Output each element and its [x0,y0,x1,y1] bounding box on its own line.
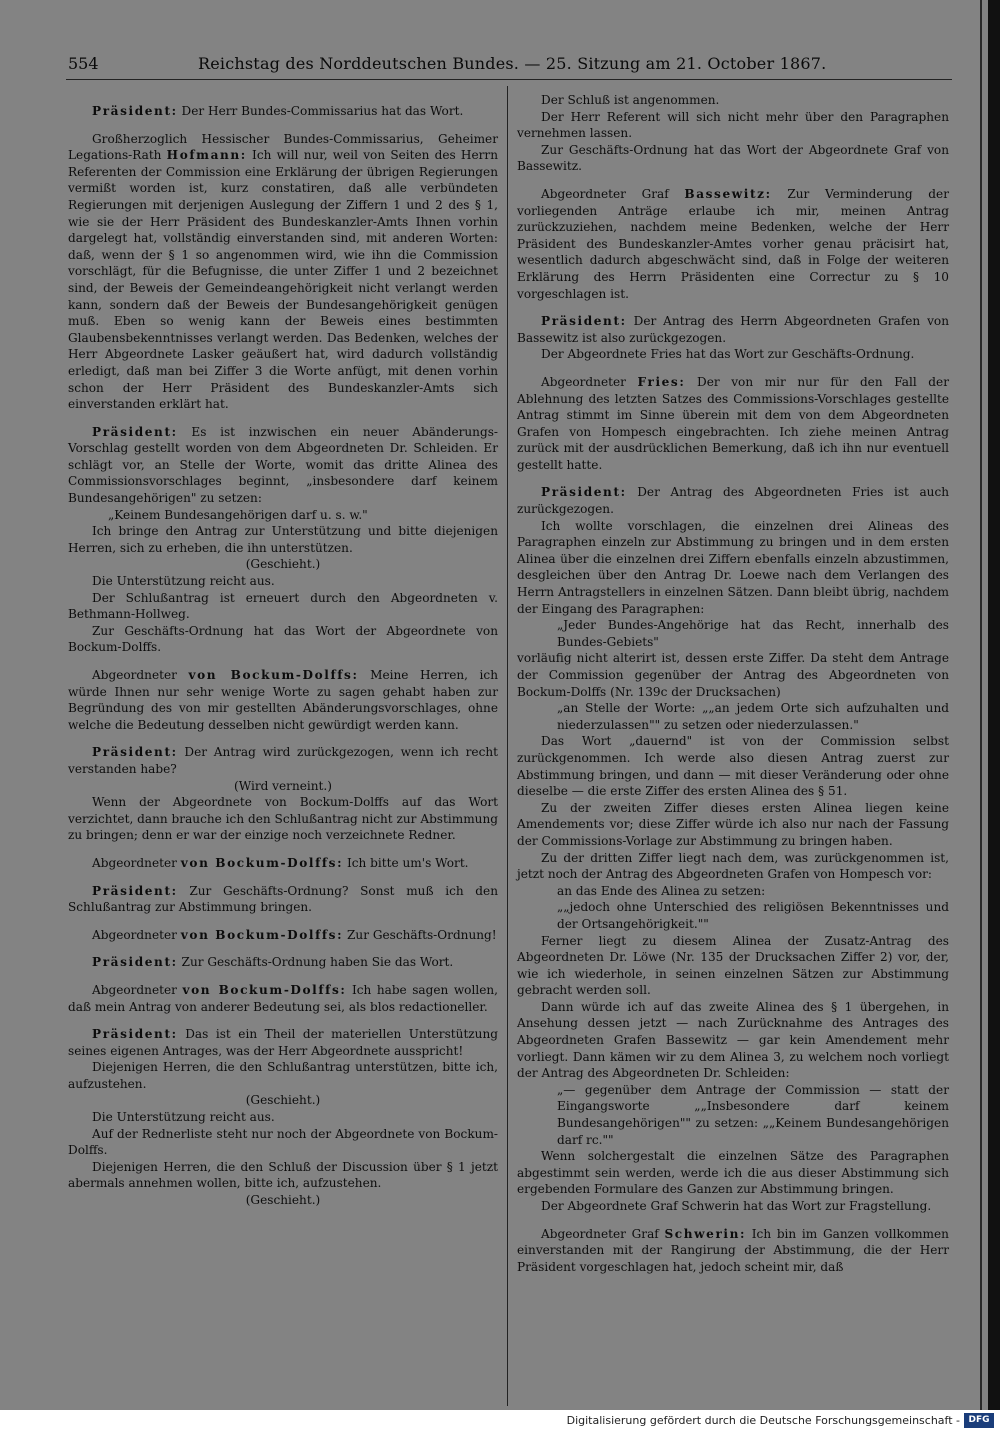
speech-paragraph [68,131,498,413]
page-number: 554 [68,54,99,73]
speech-paragraph [517,484,949,517]
speech-paragraph [68,744,498,777]
paragraph [517,800,949,850]
speech-paragraph [68,883,498,916]
stage-direction-text: (Geschieht.) [245,1093,321,1108]
speech-text: Ich habe sagen wollen, daß mein Antrag von anderer Bedeutung sei, als blos redactioneller. [68,982,498,1014]
quoted-text [517,883,949,900]
speaker-name: Präsident: [92,745,178,760]
speech-paragraph [68,103,498,120]
paragraph-text: Das Wort „dauernd" ist von der Commission selbst zurückgenommen. Ich werde also diesen Antrag zuerst zur Abstimmung bringen, und dann — mit dieser Veränderung oder ohne dieselbe — die erste Ziffer des ersten Alinea des § 51. [517,734,949,799]
speaker-name: Schwerin: [664,1226,747,1241]
speech-text: Das ist ein Theil der materiellen Unterstützung seines eigenen Antrages, was der Herr Abgeordnete ausspricht! [68,1027,498,1058]
speaker-name: Bassewitz: [684,186,772,201]
stage-direction [68,1192,498,1209]
speech-paragraph [517,1226,949,1276]
paragraph [68,590,498,623]
paragraph [517,346,949,363]
paragraph-text: Zur Geschäfts-Ordnung hat das Wort der Abgeordnete von Bockum-Dolffs. [68,623,498,655]
paragraph-text: Diejenigen Herren, die den Schlußantrag unterstützen, bitte ich, aufzustehen. [68,1060,498,1091]
speech-text: Es ist inzwischen ein neuer Abänderungs-Vorschlag gestellt worden von dem Abgeordneten Dr. Schleiden. Er schlägt vor, an Stelle der Worte, womit das dritte Alinea des Commissionsvorschlages beginnt, „insbesondere darf keinem Bundesangehörigen" zu setzen: [68,424,498,506]
speaker-name: Fries: [637,374,686,389]
speaker-name: Präsident: [541,314,627,329]
quote-text: „„jedoch ohne Unterschied des religiösen Bekenntnisses und der Ortsangehörigkeit."" [557,900,949,931]
footer-bar [0,1410,1000,1432]
speech-paragraph [517,186,949,302]
paragraph-text: Wenn der Abgeordnete von Bockum-Dolffs auf das Wort verzichtet, dann brauche ich den Schlußantrag nicht zur Abstimmung zu bringen; denn er war der einzige noch verzeichnete Redner. [68,795,498,843]
paragraph-text: Ferner liegt zu diesem Alinea der Zusatz-Antrag des Abgeordneten Dr. Löwe (Nr. 135 der Drucksachen Ziffer 2) vor, der, wie ich wiederhole, in seinen einzelnen Sätzen zur Abstimmung gebracht werden soll. [517,933,949,998]
paragraph [517,933,949,999]
page-header [68,54,828,76]
speaker-name: Präsident: [92,883,178,898]
paragraph [517,650,949,700]
stage-direction [68,556,498,573]
paragraph [517,850,949,883]
quoted-text [517,1082,949,1148]
paragraph-text: Wenn solchergestalt die einzelnen Sätze des Paragraphen abgestimmt sein werden, werde ich die aus dieser Abstimmung sich ergebenden Formulare des Ganzen zur Abstimmung bringen. [517,1149,949,1197]
speaker-intro: Abgeordneter [541,374,638,389]
speaker-name: Hofmann: [166,148,247,163]
speaker-name: von Bockum-Dolffs: [180,855,344,870]
left-column [68,92,498,1209]
speaker-name: von Bockum-Dolffs: [182,982,347,997]
paragraph [68,794,498,844]
paragraph-text: Der Schlußantrag ist erneuert durch den Abgeordneten v. Bethmann-Hollweg. [68,590,498,622]
speech-text: Zur Geschäfts-Ordnung! [343,927,497,942]
speech-text: Zur Geschäfts-Ordnung? Sonst muß ich den Schlußantrag zur Abstimmung bringen. [68,883,498,915]
speech-text: Der Antrag des Abgeordneten Fries ist auch zurückgezogen. [517,485,949,517]
speech-paragraph [68,424,498,507]
header-rule [66,79,952,80]
paragraph-text: vorläufig nicht alterirt ist, dessen erste Ziffer. Da steht dem Antrage der Commission gegenüber der Antrag des Abgeordneten von Bockum-Dolffs (Nr. 139c der Drucksachen) [517,651,949,699]
paragraph [517,518,949,618]
speech-paragraph [68,982,498,1015]
speaker-intro: Abgeordneter [92,927,181,942]
paragraph-text: Zur Geschäfts-Ordnung hat das Wort der Abgeordnete Graf von Bassewitz. [517,142,949,174]
speech-text: Zur Verminderung der vorliegenden Anträge erlaube ich mir, meinen Antrag zurückzuziehen, nachdem meine Bedenken, welche der Herr Präsident des Bundeskanzler-Amtes vorher genau präcisirt hat, wesentlich dadurch abgeschwächt sind, daß in Folge der weiteren Erklärung des Herrn Präsidenten eine Correctur zu § 10 vorgeschlagen ist. [517,186,949,301]
speaker-name: von Bockum-Dolffs: [188,668,359,682]
paragraph-text: Der Herr Referent will sich nicht mehr über den Paragraphen vernehmen lassen. [517,109,949,141]
stage-direction [68,1092,498,1109]
paragraph-text: Der Schluß ist angenommen. [541,93,720,107]
column-separator [507,86,508,1406]
funding-credit: Digitalisierung gefördert durch die Deutsche Forschungsgemeinschaft - [566,1414,960,1427]
speaker-intro: Abgeordneter Graf [541,186,685,201]
stage-direction-text: (Geschieht.) [245,1193,321,1208]
quoted-text [517,617,949,650]
quote-text: „an Stelle der Worte: „„an jedem Orte sich aufzuhalten und niederzulassen"" zu setzen oder niederzulassen." [557,701,949,732]
paragraph [68,1109,498,1126]
paragraph [517,1148,949,1198]
quoted-text [68,507,498,524]
running-title: Reichstag des Norddeutschen Bundes. — 25. Sitzung am 21. October 1867. [198,54,827,73]
paragraph [68,573,498,590]
paragraph-text: Die Unterstützung reicht aus. [92,574,275,589]
paragraph [68,1159,498,1192]
speech-text: Ich bitte um's Wort. [343,855,469,870]
speaker-intro: Großherzoglich Hessischer Bundes-Commissarius, Geheimer Legations-Rath [68,131,498,163]
paragraph [517,109,949,142]
speech-text: Der von mir nur für den Fall der Ablehnung des letzten Satzes des Commissions-Vorschlages gestellte Antrag stimmt im Sinne überein mit dem von dem Abgeordneten Grafen von Hompesch eingebrachten. Ich ziehe meinen Antrag zurück mit der ausdrücklichen Bemerkung, daß ich ihn nur eventuell gestellt hatte. [517,374,949,472]
speaker-intro: Abgeordneter [92,855,181,870]
stage-direction-text: (Geschieht.) [245,557,321,572]
page-edge-line [980,0,982,1410]
right-column [517,92,949,1275]
quote-text: an das Ende des Alinea zu setzen: [557,883,766,898]
speech-paragraph [517,313,949,346]
paragraph-text: Der Abgeordnete Fries hat das Wort zur Geschäfts-Ordnung. [541,347,915,362]
page-edge-border [988,0,1000,1410]
paragraph-text: Diejenigen Herren, die den Schluß der Discussion über § 1 jetzt abermals annehmen wollen, bitte ich, aufzustehen. [68,1159,498,1191]
paragraph-text: Zu der dritten Ziffer liegt nach dem, was zurückgenommen ist, jetzt noch der Antrag des Abgeordneten Grafen von Hompesch vor: [517,850,949,882]
paragraph [517,92,949,109]
quote-text: „Jeder Bundes-Angehörige hat das Recht, innerhalb des Bundes-Gebiets" [557,618,949,649]
paragraph [68,1126,498,1159]
speech-text: Ich will nur, weil von Seiten des Herrn Referenten der Commission eine Erklärung der übrigen Regierungen vermißt worden ist, kurz constatiren, daß alle verbündeten Regierungen mit derjenigen Auslegung der Ziffern 1 und 2 des § 1, wie sie der Herr Präsident des Bundeskanzler-Amts Ihnen vorhin dargelegt hat, vollständig einverstanden sind, mit anderen Worten: daß, wenn der § 1 so angenommen wird, wie ihn die Commission vorschlägt, für die Befugnisse, die unter Ziffer 1 und 2 bezeichnet sind, der Beweis der Gemeindeangehörigkeit nicht verlangt werden kann, sondern daß der Beweis der Bundesangehörigkeit genügen muß. Eben so wenig kann der Beweis eines bestimmten Glaubensbekenntnisses verlangt werden. Das Bedenken, welches der Herr Abgeordnete Lasker geäußert hat, wird dadurch vollständig erledigt, daß man bei Ziffer 3 die Worte anfügt, mit denen vorhin schon der Herr Präsident des Bundeskanzler-Amts sich einverstanden erklärt hat. [68,148,498,412]
speech-text: Zur Geschäfts-Ordnung haben Sie das Wort. [177,955,454,970]
speaker-intro: Abgeordneter [92,668,189,682]
speech-paragraph [68,927,498,944]
speech-paragraph [68,1026,498,1059]
speech-paragraph [517,374,949,474]
paragraph-text: Ich wollte vorschlagen, die einzelnen drei Alineas des Paragraphen einzeln zur Abstimmung zu bringen und in dem ersten Alinea über die einzelnen drei Ziffern ebenfalls einzeln abzustimmen, desgleichen über den Antrag Dr. Loewe nach dem Verlangen des Herrn Antragstellers in einzelnen Sätzen. Dann bleibt übrig, nachdem der Eingang des Paragraphen: [517,518,949,616]
paragraph [68,523,498,556]
stage-direction-text: (Wird verneint.) [234,778,332,793]
paragraph [517,733,949,799]
speech-text: Der Herr Bundes-Commissarius hat das Wort. [177,104,464,118]
paragraph-text: Die Unterstützung reicht aus. [92,1110,275,1125]
speech-text: Der Antrag wird zurückgezogen, wenn ich recht verstanden habe? [68,745,498,776]
speaker-name: Präsident: [92,955,178,970]
speaker-name: Präsident: [92,424,178,439]
paragraph [68,623,498,656]
stage-direction [68,778,498,795]
quote-text: „Keinem Bundesangehörigen darf u. s. w." [108,507,368,522]
paragraph-text: Der Abgeordnete Graf Schwerin hat das Wort zur Fragstellung. [541,1199,932,1213]
speaker-intro: Abgeordneter [92,982,183,997]
speech-text: Ich bin im Ganzen vollkommen einverstanden mit der Rangirung der Abstimmung, die der Herr Präsident vorgeschlagen hat, jedoch scheint mir, daß [517,1226,949,1274]
speech-paragraph [68,855,498,872]
quoted-text [517,899,949,932]
quote-text: „— gegenüber dem Antrage der Commission — statt der Eingangsworte „„Insbesondere darf keinem Bundesangehörigen"" zu setzen: „„Keinem Bundesangehörigen darf rc."" [557,1082,949,1147]
quoted-text [517,700,949,733]
dfg-logo: DFG [964,1413,994,1428]
speaker-intro: Abgeordneter Graf [541,1226,665,1241]
speech-text: Der Antrag des Herrn Abgeordneten Grafen von Bassewitz ist also zurückgezogen. [517,314,949,345]
paragraph-text: Zu der zweiten Ziffer dieses ersten Alinea liegen keine Amendements vor; diese Ziffer würde ich also nur nach der Fassung der Commissions-Vorlage zur Abstimmung zu bringen haben. [517,800,949,848]
paragraph [517,142,949,175]
speaker-name: Präsident: [92,1027,178,1042]
speaker-name: von Bockum-Dolffs: [180,927,344,942]
paragraph [517,999,949,1082]
paragraph-text: Ich bringe den Antrag zur Unterstützung und bitte diejenigen Herren, sich zu erheben, die ihn unterstützen. [68,524,498,555]
speech-text: Meine Herren, ich würde Ihnen nur sehr wenige Worte zu sagen gehabt haben zur Begründung des von mir gestellten Abänderungsvorschlages, ohne welche die Bedeutung desselben nicht gewürdigt werden kann. [68,668,498,732]
speech-paragraph [68,667,498,733]
paragraph [68,1059,498,1092]
paragraph-text: Dann würde ich auf das zweite Alinea des § 1 übergehen, in Ansehung dessen jetzt — nach Zurücknahme des Antrages des Abgeordneten Grafen Bassewitz — gar kein Amendement mehr vorliegt. Dann kämen wir zu dem Alinea 3, zu welchem noch vorliegt der Antrag des Abgeordneten Dr. Schleiden: [517,999,949,1081]
paragraph-text: Auf der Rednerliste steht nur noch der Abgeordnete von Bockum-Dolffs. [68,1126,498,1158]
speaker-name: Präsident: [92,104,178,118]
speaker-name: Präsident: [541,485,627,500]
paragraph [517,1198,949,1215]
speech-paragraph [68,954,498,971]
